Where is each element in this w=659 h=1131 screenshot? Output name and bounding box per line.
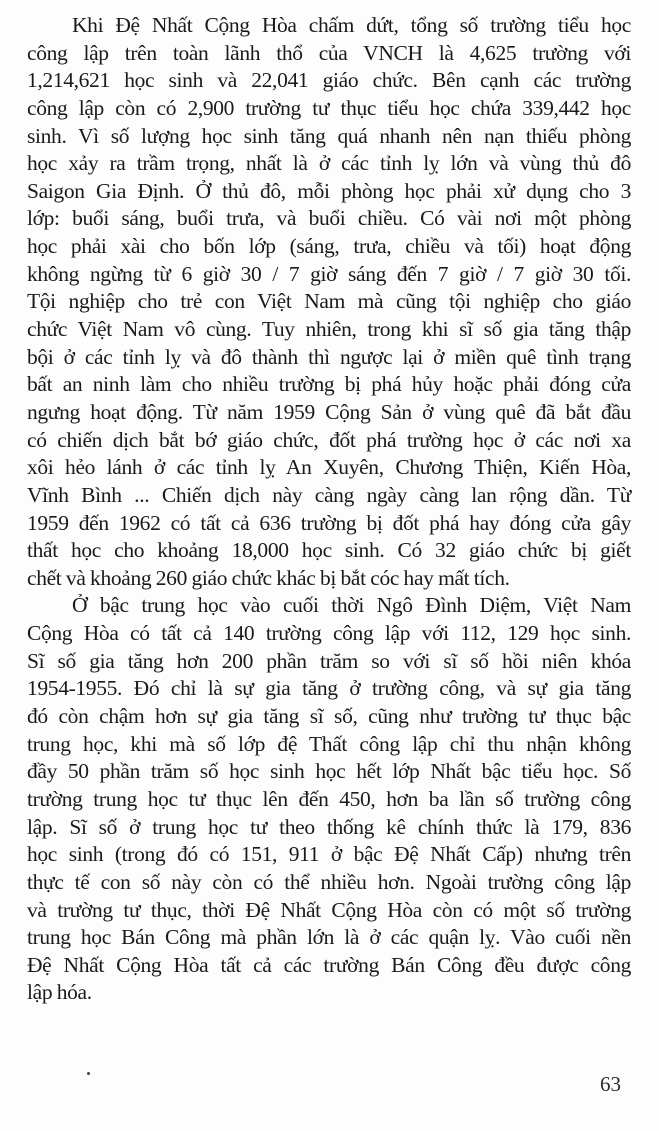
text-line: 1959 đến 1962 có tất cả 636 trường bị đốt phá hay đóng cửa gây (27, 510, 631, 535)
text-line: chết và khoảng 260 giáo chức khác bị bắt cóc hay mất tích. (27, 565, 510, 590)
text-line: thực tế con số này còn có thể nhiều hơn. Ngoài trường công lập (27, 869, 631, 894)
text-line: xôi hẻo lánh ở các tỉnh lỵ An Xuyên, Chương Thiện, Kiến Hòa, (27, 455, 631, 480)
text-line: Vĩnh Bình ... Chiến dịch này càng ngày càng lan rộng dần. Từ (27, 482, 631, 507)
text-line: học xảy ra trầm trọng, nhất là ở các tỉnh lỵ lớn và vùng thủ đô (27, 151, 631, 176)
text-line: ngưng hoạt động. Từ năm 1959 Cộng Sản ở vùng quê đã bắt đầu (27, 399, 631, 424)
text-line: 1954-1955. Đó chỉ là sự gia tăng ở trường công, và sự gia tăng (27, 676, 631, 701)
text-line: trung học, khi mà số lớp đệ Thất công lập chỉ thu nhận không (27, 731, 631, 756)
text-line: Cộng Hòa có tất cả 140 trường công lập với 112, 129 học sinh. (27, 621, 631, 646)
paragraph (27, 592, 631, 1007)
text-line: và trường tư thục, thời Đệ Nhất Cộng Hòa còn có một số trường (27, 897, 631, 922)
text-line: Saigon Gia Định. Ở thủ đô, mỗi phòng học phải xử dụng cho 3 (27, 178, 631, 203)
text-line: đầy 50 phần trăm số học sinh học hết lớp Nhất bậc tiểu học. Số (27, 759, 631, 784)
text-line: lớp: buổi sáng, buổi trưa, và buổi chiều. Có vài nơi một phòng (27, 206, 631, 231)
paragraph (27, 12, 631, 592)
text-line: học phải xài cho bốn lớp (sáng, trưa, chiều và tối) hoạt động (27, 234, 631, 259)
text-line: lập hóa. (27, 980, 92, 1005)
text-line: lập. Sĩ số ở trung học tư theo thống kê chính thức là 179, 836 (27, 814, 631, 839)
text-line: Tội nghiệp cho trẻ con Việt Nam mà cũng tội nghiệp cho giáo (27, 289, 631, 314)
text-line: trường trung học tư thục lên đến 450, hơn ba lần số trường công (27, 786, 631, 811)
text-line: không ngừng từ 6 giờ 30 / 7 giờ sáng đến 7 giờ / 7 giờ 30 tối. (27, 261, 631, 286)
text-line: học sinh (trong đó có 151, 911 ở bậc Đệ Nhất Cấp) nhưng trên (27, 842, 631, 867)
text-line: Đệ Nhất Cộng Hòa tất cả các trường Bán Công đều được công (27, 952, 631, 977)
text-line: sinh. Vì số lượng học sinh tăng quá nhanh nên nạn thiếu phòng (27, 123, 631, 148)
text-line: công lập trên toàn lãnh thổ của VNCH là 4,625 trường với (27, 40, 631, 65)
text-line: 1,214,621 học sinh và 22,041 giáo chức. Bên cạnh các trường (27, 68, 631, 93)
text-line: Khi Đệ Nhất Cộng Hòa chấm dứt, tổng số trường tiểu học (72, 13, 631, 37)
text-line: có chiến dịch bắt bớ giáo chức, đốt phá trường học ở các nơi xa (27, 427, 631, 452)
text-line: Sĩ số gia tăng hơn 200 phần trăm so với sĩ số hồi niên khóa (27, 648, 631, 673)
text-line: công lập còn có 2,900 trường tư thục tiểu học chứa 339,442 học (27, 95, 631, 120)
text-line: Ở bậc trung học vào cuối thời Ngô Đình Diệm, Việt Nam (72, 593, 631, 618)
text-line: bội ở các tỉnh lỵ và đô thành thì ngược lại ở miền quê tình trạng (27, 344, 631, 369)
text-line: bất an ninh làm cho nhiều trường bị phá hủy hoặc phải đóng cửa (27, 372, 631, 397)
body-text (27, 12, 631, 1007)
text-line: trung học Bán Công mà phần lớn là ở các quận lỵ. Vào cuối nền (27, 925, 631, 950)
page-number: 63 (600, 1072, 621, 1096)
text-line: chức Việt Nam vô cùng. Tuy nhiên, trong khi sĩ số gia tăng thập (27, 317, 631, 342)
text-line: đó còn chậm hơn sự gia tăng sĩ số, cũng như trường tư thục bậc (27, 704, 631, 729)
text-line: thất học cho khoảng 18,000 học sinh. Có 32 giáo chức bị giết (27, 538, 631, 563)
print-speck (87, 1072, 90, 1075)
